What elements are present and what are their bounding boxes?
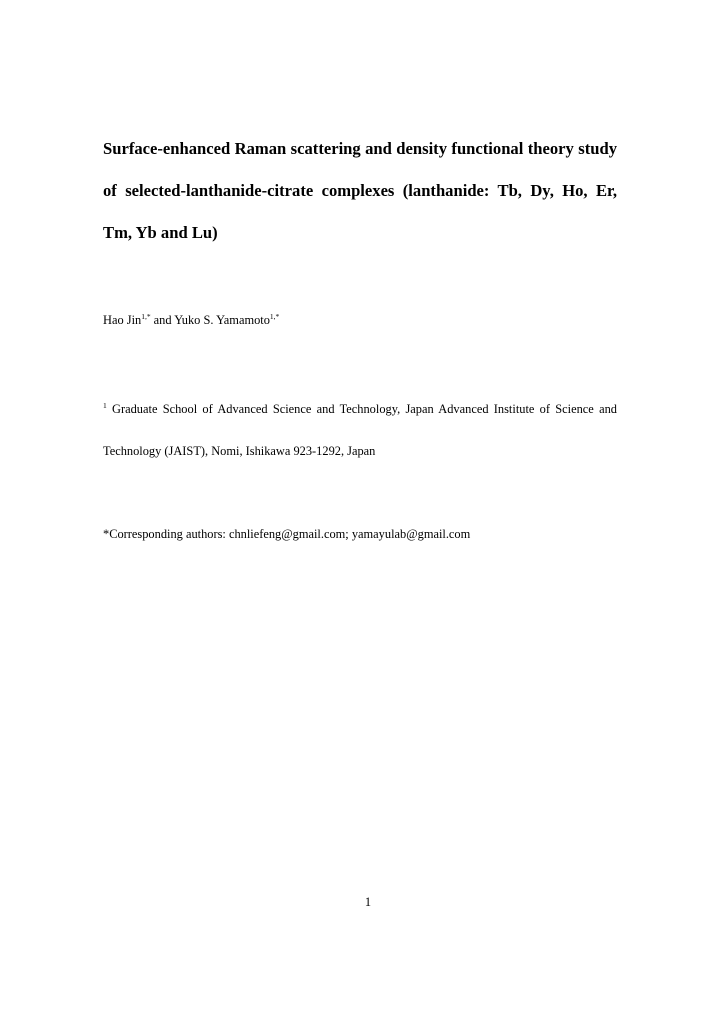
author-joiner: and bbox=[150, 313, 175, 327]
author-name: Hao Jin bbox=[103, 313, 142, 327]
author-affiliation-mark: 1,* bbox=[269, 312, 280, 321]
affiliation-mark: 1 bbox=[103, 401, 107, 410]
affiliation bbox=[103, 388, 617, 472]
author-list bbox=[103, 311, 617, 329]
paper-title: Surface-enhanced Raman scattering and density functional theory study of selected-lanthanide-citrate complexes (lanthanide: Tb, Dy, Ho, Er, Tm, Yb and Lu) bbox=[103, 139, 617, 242]
author-affiliation-mark: 1,* bbox=[141, 312, 151, 321]
author-name: Yuko S. Yamamoto bbox=[174, 313, 270, 327]
corresponding-authors: *Corresponding authors: chnliefeng@gmail.com; yamayulab@gmail.com bbox=[103, 527, 471, 541]
page-number: 1 bbox=[364, 895, 372, 909]
affiliation-text: Graduate School of Advanced Science and Technology, Japan Advanced Institute of Science and Technology (JAIST), Nomi, Ishikawa 923-1292, Japan bbox=[103, 402, 617, 458]
